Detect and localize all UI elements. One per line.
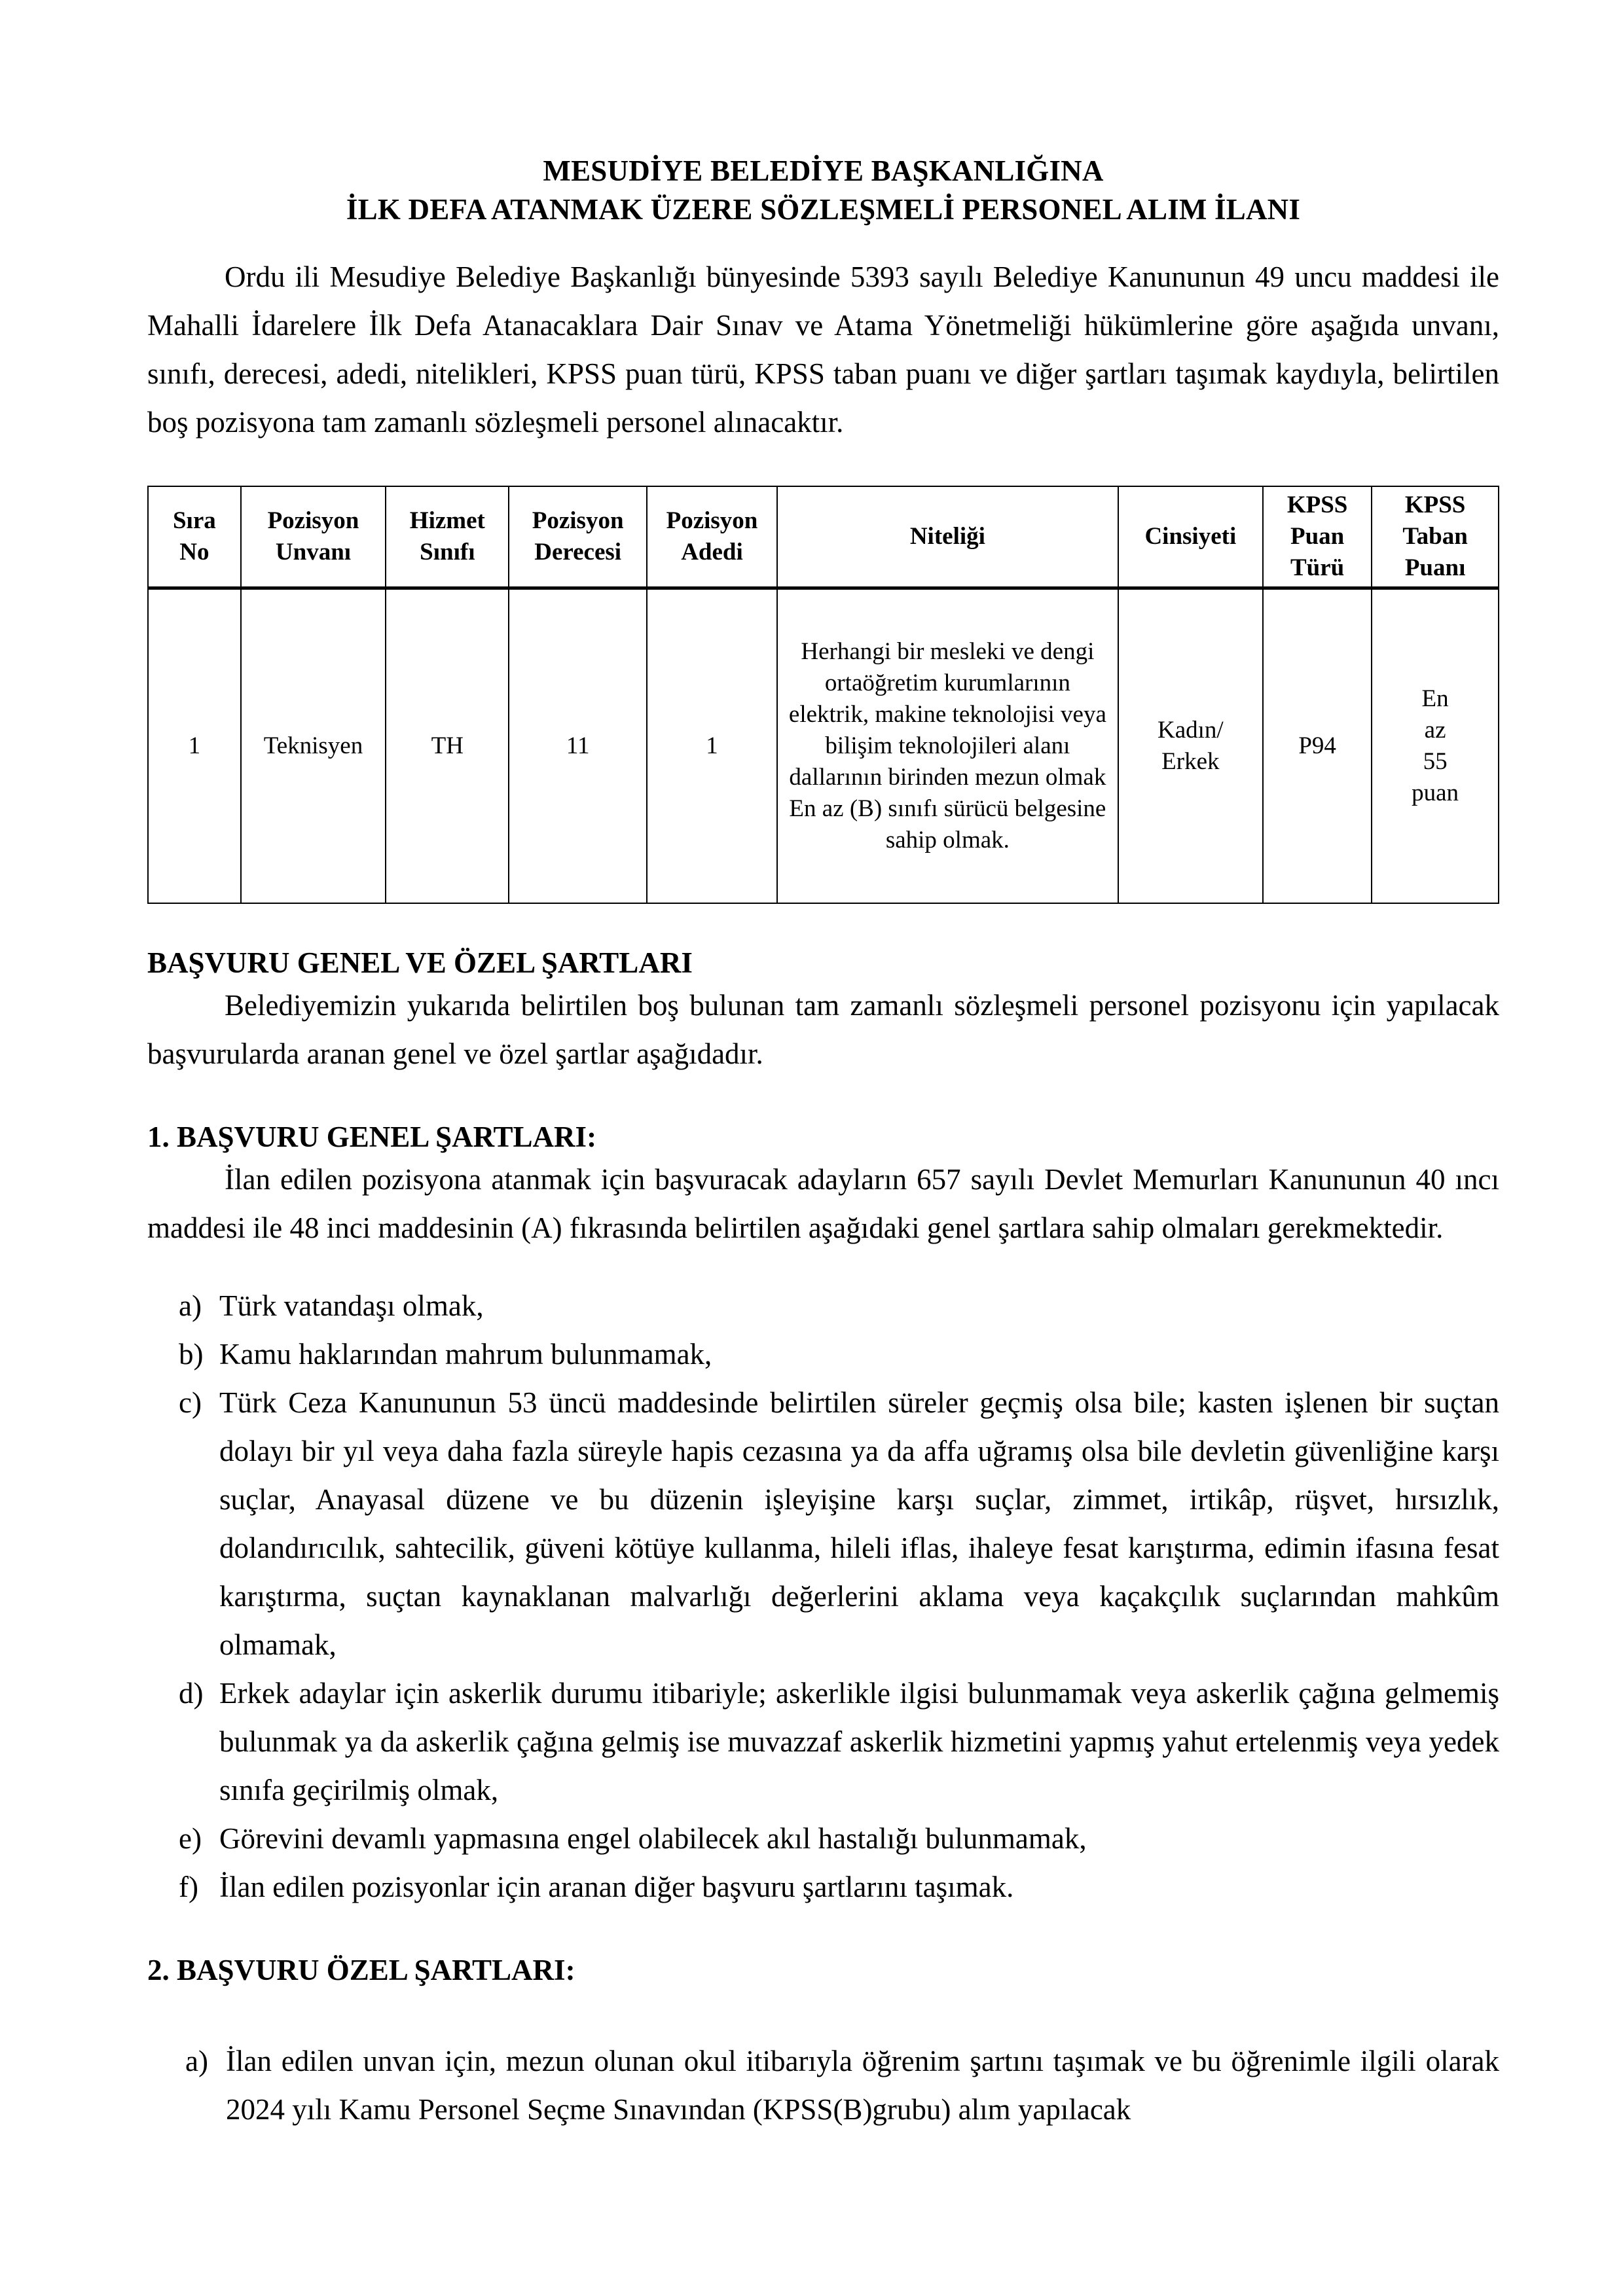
cell-cinsiyeti: Kadın/ Erkek bbox=[1118, 588, 1263, 904]
cell-pozisyon-unvani: Teknisyen bbox=[241, 588, 386, 904]
ozel-sartlar-list bbox=[147, 2037, 1499, 2134]
list-item-text: Türk Ceza Kanununun 53 üncü maddesinde belirtilen süreler geçmiş olsa bile; kasten işlenen bir suçtan dolayı bir yıl veya daha fazla süreyle hapis cezasına ya da affa uğramış olsa bile devletin güvenliğine karşı suçlar, Anayasal düzene ve bu düzenin işleyişine karşı suçlar, zimmet, irtikâp, rüşvet, hırsızlık, dolandırıcılık, sahtecilik, güveni kötüye kullanma, hileli iflas, ihaleye fesat karıştırma, edimin ifasına fesat karıştırma, suçtan kaynaklanan malvarlığı değerlerini aklama veya kaçakçılık suçlarından mahkûm olmamak, bbox=[219, 1386, 1499, 1661]
th-cinsiyeti: Cinsiyeti bbox=[1118, 486, 1263, 588]
th-pozisyon-adedi: Pozisyon Adedi bbox=[647, 486, 777, 588]
list-marker: c) bbox=[179, 1386, 202, 1419]
list-item bbox=[147, 1814, 1499, 1863]
table-header bbox=[148, 486, 1499, 588]
list-item-text: Görevini devamlı yapmasına engel olabilecek akıl hastalığı bulunmamak, bbox=[219, 1822, 1087, 1855]
list-item-text: Türk vatandaşı olmak, bbox=[219, 1289, 484, 1322]
list-item bbox=[147, 1282, 1499, 1330]
list-marker: a) bbox=[179, 1289, 202, 1322]
position-table bbox=[147, 486, 1499, 904]
list-item bbox=[147, 2037, 1499, 2134]
list-item-text: İlan edilen pozisyonlar için aranan diğer başvuru şartlarını taşımak. bbox=[219, 1871, 1014, 1903]
paragraph-basvuru-genel-sartlari: İlan edilen pozisyona atanmak için başvuracak adayların 657 sayılı Devlet Memurları Kanununun 40 ıncı maddesi ile 48 inci maddesinin (A) fıkrasında belirtilen aşağıdaki genel şartlara sahip olmaları gerekmektedir. bbox=[147, 1163, 1499, 1244]
title-line-2: İLK DEFA ATANMAK ÜZERE SÖZLEŞMELİ PERSONEL ALIM İLANI bbox=[346, 193, 1301, 226]
intro-paragraph: Ordu ili Mesudiye Belediye Başkanlığı bünyesinde 5393 sayılı Belediye Kanununun 49 uncu maddesi ile Mahalli İdarelere İlk Defa Atanacaklara Dair Sınav ve Atama Yönetmeliği hükümlerine göre aşağıda unvanı, sınıfı, derecesi, adedi, nitelikleri, KPSS puan türü, KPSS taban puanı ve diğer şartları taşımak kaydıyla, belirtilen boş pozisyona tam zamanlı sözleşmeli personel alınacaktır. bbox=[147, 260, 1499, 439]
list-item bbox=[147, 1669, 1499, 1814]
th-kpss-taban-puani: KPSS Taban Puanı bbox=[1372, 486, 1499, 588]
cell-kpss-puan-turu: P94 bbox=[1263, 588, 1372, 904]
paragraph-basvuru-genel-ve-ozel: Belediyemizin yukarıda belirtilen boş bulunan tam zamanlı sözleşmeli personel pozisyonu için yapılacak başvurularda aranan genel ve özel şartlar aşağıdadır. bbox=[147, 989, 1499, 1070]
heading-basvuru-genel-ve-ozel-sartlari: BAŞVURU GENEL VE ÖZEL ŞARTLARI bbox=[147, 946, 693, 979]
th-pozisyon-derecesi: Pozisyon Derecesi bbox=[509, 486, 646, 588]
table-row bbox=[148, 588, 1499, 904]
list-item bbox=[147, 1330, 1499, 1378]
list-marker: f) bbox=[179, 1871, 198, 1903]
list-marker: b) bbox=[179, 1338, 204, 1371]
th-pozisyon-unvani: Pozisyon Unvanı bbox=[241, 486, 386, 588]
position-table-wrapper bbox=[147, 486, 1499, 904]
table-body bbox=[148, 588, 1499, 904]
document-title bbox=[147, 0, 1499, 229]
cell-kpss-taban-puani: En az 55 puan bbox=[1372, 588, 1499, 904]
section-spacer bbox=[147, 1988, 1499, 2032]
list-marker: d) bbox=[179, 1677, 204, 1710]
th-niteligi: Niteliği bbox=[777, 486, 1118, 588]
list-marker: a) bbox=[185, 2045, 208, 2077]
list-item-text: Erkek adaylar için askerlik durumu itibariyle; askerlikle ilgisi bulunmamak veya askerlik çağına gelmemiş bulunmak ya da askerlik çağına gelmiş ise muvazzaf askerlik hizmetini yapmış yahut ertelenmiş veya yedek sınıfa geçirilmiş olmak, bbox=[219, 1677, 1499, 1806]
cell-sira-no: 1 bbox=[148, 588, 241, 904]
heading-basvuru-ozel-sartlari: 2. BAŞVURU ÖZEL ŞARTLARI: bbox=[147, 1954, 575, 1986]
cell-pozisyon-adedi: 1 bbox=[647, 588, 777, 904]
cell-pozisyon-derecesi: 11 bbox=[509, 588, 646, 904]
cell-hizmet-sinifi: TH bbox=[386, 588, 509, 904]
th-sira-no: Sıra No bbox=[148, 486, 241, 588]
list-item bbox=[147, 1378, 1499, 1669]
genel-sartlar-list bbox=[147, 1282, 1499, 1911]
list-marker: e) bbox=[179, 1822, 202, 1855]
list-item-text: İlan edilen unvan için, mezun olunan okul itibarıyla öğrenim şartını taşımak ve bu öğrenimle ilgili olarak 2024 yılı Kamu Personel Seçme Sınavından (KPSS(B)grubu) alım yapılacak bbox=[226, 2045, 1499, 2126]
list-item bbox=[147, 1863, 1499, 1911]
list-item-text: Kamu haklarından mahrum bulunmamak, bbox=[219, 1338, 712, 1371]
heading-basvuru-genel-sartlari: 1. BAŞVURU GENEL ŞARTLARI: bbox=[147, 1121, 597, 1153]
title-line-1: MESUDİYE BELEDİYE BAŞKANLIĞINA bbox=[543, 154, 1104, 187]
page-content bbox=[147, 0, 1499, 2134]
th-hizmet-sinifi: Hizmet Sınıfı bbox=[386, 486, 509, 588]
th-kpss-puan-turu: KPSS Puan Türü bbox=[1263, 486, 1372, 588]
cell-niteligi: Herhangi bir mesleki ve dengi ortaöğretim kurumlarının elektrik, makine teknolojisi veya bilişim teknolojileri alanı dallarının birinden mezun olmak En az (B) sınıfı sürücü belgesine sahip olmak. bbox=[777, 588, 1118, 904]
table-header-row bbox=[148, 486, 1499, 588]
